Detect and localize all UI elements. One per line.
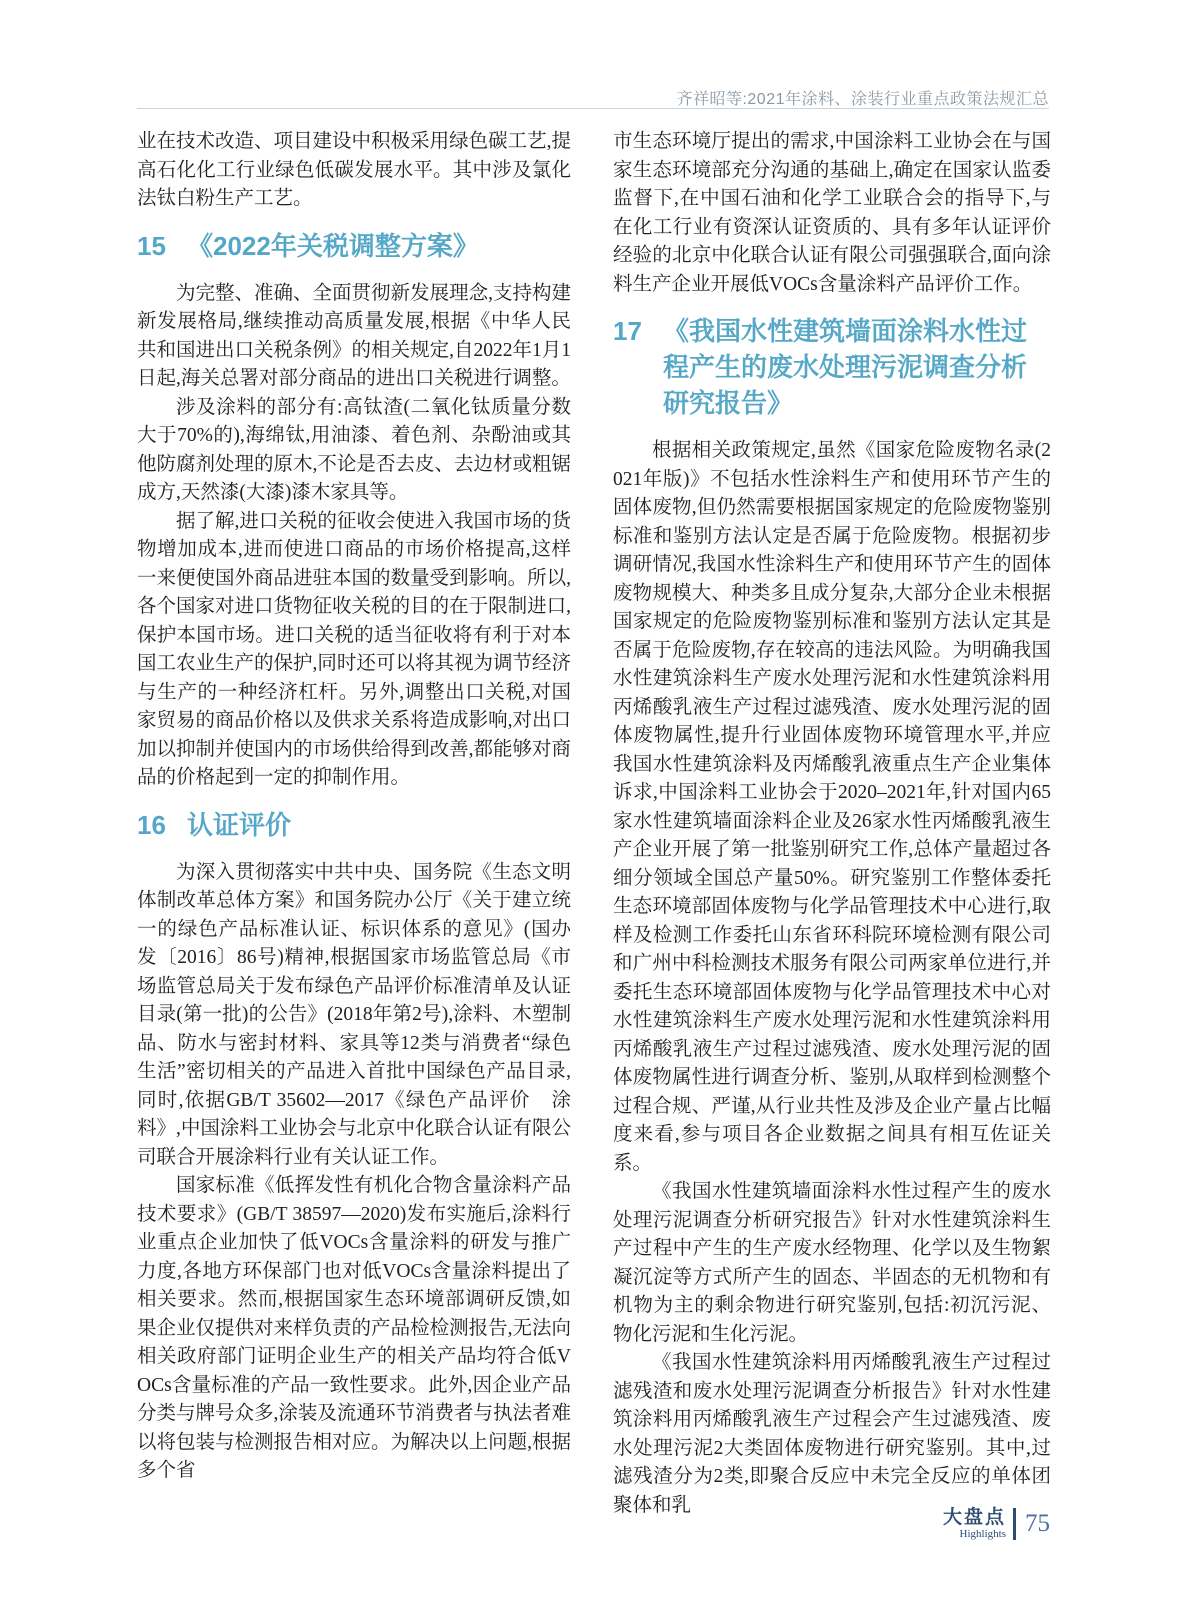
paragraph: 《我国水性建筑涂料用丙烯酸乳液生产过程过滤残渣和废水处理污泥调查分析报告》针对水性建筑涂料用丙烯酸乳液生产过程会产生过滤残渣、废水处理污泥2大类固体废物进行研究鉴别。其中,过滤残渣分为2类,即聚合反应中未完全反应的单体团聚体和乳 [613, 1352, 1051, 1516]
continuation-paragraph: 市生态环境厅提出的需求,中国涂料工业协会在与国家生态环境部充分沟通的基础上,确定在国家认监委监督下,在中国石油和化学工业联合会的指导下,与在化工行业有资深认证资质的、具有多年认证评价经验的北京中化联合认证有限公司强强联合,面向涂料生产企业开展低VOCs含量涂料产品评价工作。 [613, 131, 1051, 295]
footer-section-label [943, 1508, 1006, 1540]
footer-divider [1013, 1508, 1016, 1540]
paragraph: 根据相关政策规定,虽然《国家危险废物名录(2021年版)》不包括水性涂料生产和使用环节产生的固体废物,但仍然需要根据国家规定的危险废物鉴别标准和鉴别方法认定是否属于危险废物。根据初步调研情况,我国水性涂料生产和使用环节产生的固体废物规模大、种类多且成分复杂,大部分企业未根据国家规定的危险废物鉴别标准和鉴别方法认定其是否属于危险废物,存在较高的违法风险。为明确我国水性建筑涂料生产废水处理污泥和水性建筑涂料用丙烯酸乳液生产过程过滤残渣、废水处理污泥的固体废物属性,提升行业固体废物环境管理水平,并应我国水性建筑涂料及丙烯酸乳液重点生产企业集体诉求,中国涂料工业协会于2020–2021年,针对国内65家水性建筑墙面涂料企业及26家水性丙烯酸乳液生产企业开展了第一批鉴别研究工作,总体产量超过各细分领域全国总产量50%。研究鉴别工作整体委托生态环境部固体废物与化学品管理技术中心进行,取样及检测工作委托山东省环科院环境检测有限公司和广州中科检测技术服务有限公司两家单位进行,并委托生态环境部固体废物与化学品管理技术中心对水性建筑涂料生产废水处理污泥和水性建筑涂料用丙烯酸乳液生产过程过滤残渣、废水处理污泥的固体废物属性进行调查分析、鉴别,从取样到检测整个过程合规、严谨,从行业共性及涉及企业产量占比幅度来看,参与项目各企业数据之间具有相互佐证关系。 [613, 440, 1051, 1174]
page-footer [943, 1508, 1050, 1540]
section-number: 17 [613, 316, 642, 346]
paragraph: 据了解,进口关税的征收会使进入我国市场的货物增加成本,进而使进口商品的市场价格提高,这样一来便使国外商品进驻本国的数量受到影响。所以,各个国家对进口货物征收关税的目的在于限制进口,保护本国市场。进口关税的适当征收将有利于对本国工农业生产的保护,同时还可以将其视为调节经济与生产的一种经济杠杆。另外,调整出口关税,对国家贸易的商品价格以及供求关系将造成影响,对出口加以抑制并使国内的市场供给得到改善,都能够对商品的价格起到一定的抑制作用。 [137, 510, 571, 788]
paragraph: 《我国水性建筑墙面涂料水性过程产生的废水处理污泥调查分析研究报告》针对水性建筑涂料生产过程中产生的生产废水经物理、化学以及生物絮凝沉淀等方式所产生的固态、半固态的无机物和有机物为主的剩余物进行研究鉴别,包括:初沉污泥、物化污泥和生化污泥。 [613, 1181, 1051, 1345]
section-title: 《我国水性建筑墙面涂料水性过程产生的废水处理污泥调查分析研究报告》 [663, 316, 1028, 418]
right-column [613, 128, 1051, 1520]
paragraph: 涉及涂料的部分有:高钛渣(二氧化钛质量分数大于70%的),海绵钛,用油漆、着色剂、杂酚油或其他防腐剂处理的原木,不论是否去皮、去边材或粗锯成方,天然漆(大漆)漆木家具等。 [137, 396, 571, 503]
footer-section-label-cn: 大盘点 [942, 1507, 1006, 1528]
section-15-heading [137, 228, 571, 264]
footer-section-label-en: Highlights [959, 1528, 1006, 1540]
section-title: 《2022年关税调整方案》 [187, 230, 479, 261]
paragraph: 国家标准《低挥发性有机化合物含量涂料产品技术要求》(GB/T 38597—2020)发布实施后,涂料行业重点企业加快了低VOCs含量涂料的研发与推广力度,各地方环保部门也对低VOCs含量涂料提出了相关要求。然而,根据国家生态环境部调研反馈,如果企业仅提供对来样负责的产品检检测报告,无法向相关政府部门证明企业生产的相关产品均符合低VOCs含量标准的产品一致性要求。此外,因企业产品分类与牌号众多,涂装及流通环节消费者与执法者难以将包装与检测报告相对应。为解决以上问题,根据多个省 [137, 1175, 571, 1481]
paragraph: 为完整、准确、全面贯彻新发展理念,支持构建新发展格局,继续推动高质量发展,根据《中华人民共和国进出口关税条例》的相关规定,自2022年1月1日起,海关总署对部分商品的进出口关税进行调整。 [137, 282, 571, 389]
section-16-heading [137, 807, 571, 843]
continuation-paragraph: 业在技术改造、项目建设中积极采用绿色碳工艺,提高石化化工行业绿色低碳发展水平。其中涉及氯化法钛白粉生产工艺。 [137, 131, 571, 209]
section-title: 认证评价 [187, 809, 292, 840]
article-body [137, 128, 1051, 1520]
paragraph: 为深入贯彻落实中共中央、国务院《生态文明体制改革总体方案》和国务院办公厅《关于建立统一的绿色产品标准认证、标识体系的意见》(国办发〔2016〕86号)精神,根据国家市场监管总局《市场监管总局关于发布绿色产品评价标准清单及认证目录(第一批)的公告》(2018年第2号),涂料、木塑制品、防水与密封材料、家具等12类与消费者“绿色生活”密切相关的产品进入首批中国绿色产品目录,同时,依据GB/T 35602—2017《绿色产品评价 涂料》,中国涂料工业协会与北京中化联合认证有限公司联合开展涂料行业有关认证工作。 [137, 861, 571, 1168]
left-column [137, 128, 571, 1520]
section-number: 15 [137, 230, 166, 261]
section-number: 16 [137, 809, 166, 840]
page-number: 75 [1025, 1510, 1050, 1537]
section-17-heading [613, 313, 1051, 421]
running-header-title: 齐祥昭等:2021年涂料、涂装行业重点政策法规汇总 [676, 91, 1049, 108]
header-rule [137, 108, 1049, 109]
